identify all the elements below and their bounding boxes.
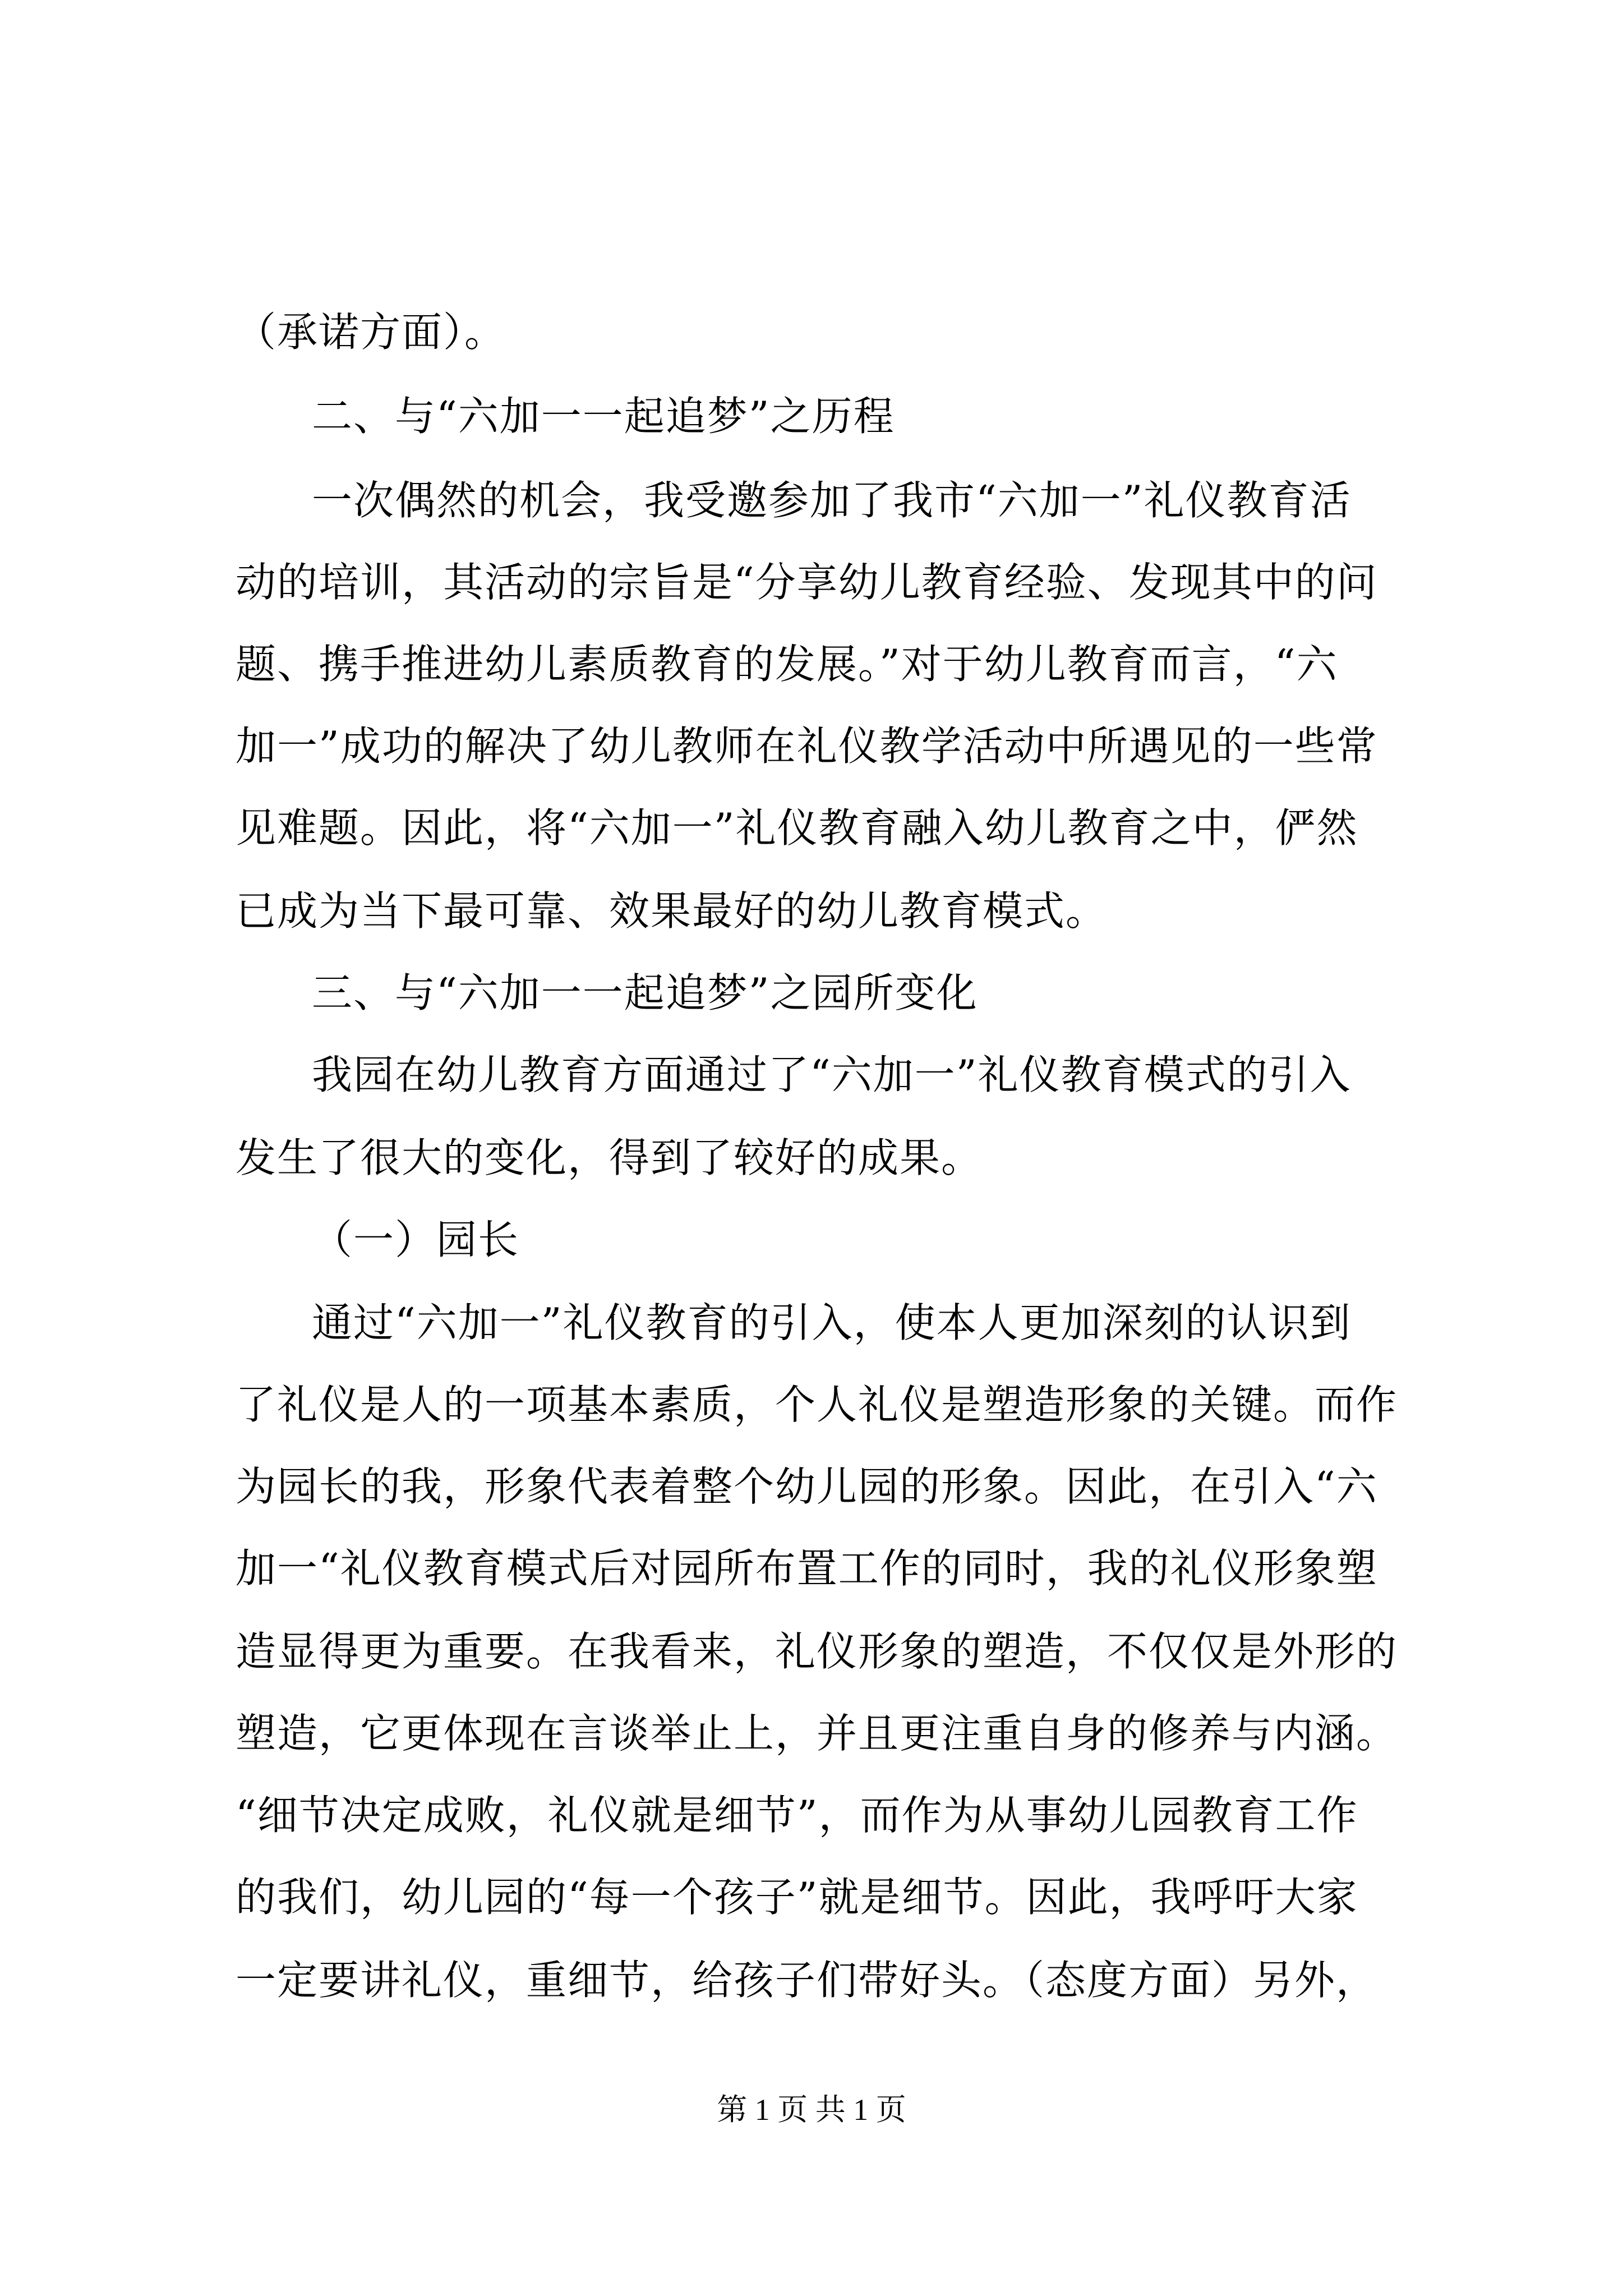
text-line: 为园长的我，形象代表着整个幼儿园的形象。因此，在引入“六 xyxy=(236,1463,1378,1510)
text-line: “细节决定成败，礼仪就是细节”，而作为从事幼儿园教育工作 xyxy=(236,1792,1358,1839)
text-line: 通过“六加一”礼仪教育的引入，使本人更加深刻的认识到 xyxy=(312,1299,1352,1346)
text-line: 已成为当下最可靠、效果最好的幼儿教育模式。 xyxy=(236,887,1108,935)
text-line: 加一“礼仪教育模式后对园所布置工作的同时，我的礼仪形象塑 xyxy=(236,1545,1378,1592)
text-line: （承诺方面）。 xyxy=(236,309,506,356)
text-line: 一次偶然的机会，我受邀参加了我市“六加一”礼仪教育活 xyxy=(312,477,1352,524)
text-line: 发生了很大的变化，得到了较好的成果。 xyxy=(236,1134,983,1181)
text-line: 加一”成功的解决了幼儿教师在礼仪教学活动中所遇见的一些常 xyxy=(236,723,1378,770)
text-line: 一定要讲礼仪，重细节，给孩子们带好头。（态度方面）另外， xyxy=(236,1957,1378,2004)
text-line: 我园在幼儿教育方面通过了“六加一”礼仪教育模式的引入 xyxy=(312,1051,1352,1098)
text-line: 见难题。因此，将“六加一”礼仪教育融入幼儿教育之中，俨然 xyxy=(236,804,1358,852)
text-line: 题、携手推进幼儿素质教育的发展。”对于幼儿教育而言，“六 xyxy=(236,641,1338,688)
text-line: 了礼仪是人的一项基本素质，个人礼仪是塑造形象的关键。而作 xyxy=(236,1381,1398,1428)
text-line: 塑造，它更体现在言谈举止上，并且更注重自身的修养与内涵。 xyxy=(236,1710,1398,1757)
text-line: 的我们，幼儿园的“每一个孩子”就是细节。因此，我呼吁大家 xyxy=(236,1874,1358,1921)
subsection-heading: （一）园长 xyxy=(312,1216,520,1263)
page-footer: 第 1 页 共 1 页 xyxy=(717,2093,906,2127)
text-line: 动的培训，其活动的宗旨是“分享幼儿教育经验、发现其中的问 xyxy=(236,559,1378,606)
section-heading: 二、与“六加一一起追梦”之历程 xyxy=(312,393,895,440)
text-line: 造显得更为重要。在我看来，礼仪形象的塑造，不仅仅是外形的 xyxy=(236,1628,1398,1675)
section-heading: 三、与“六加一一起追梦”之园所变化 xyxy=(312,969,978,1016)
